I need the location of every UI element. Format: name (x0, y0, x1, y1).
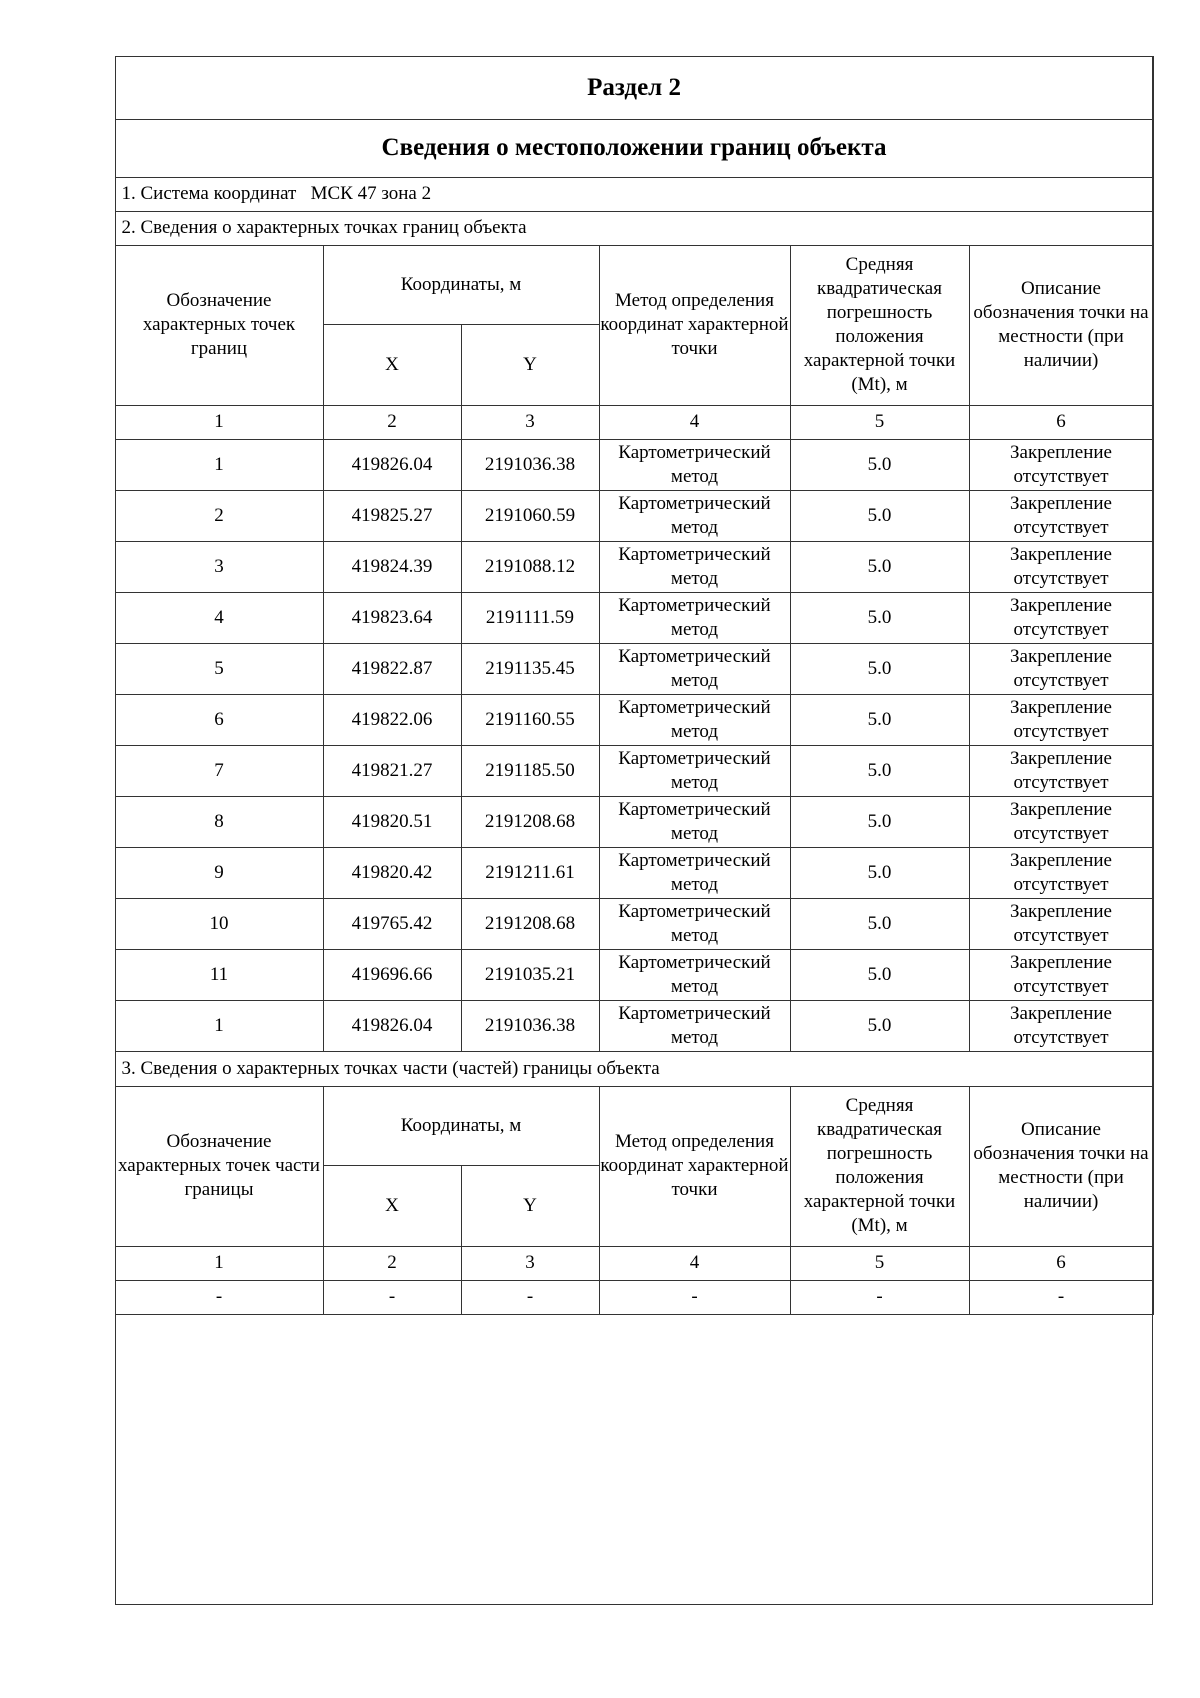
table-row (115, 796, 1153, 847)
parts-column-number-6: 6 (969, 1246, 1153, 1280)
point-description: Закрепление отсутствует (969, 847, 1153, 898)
point-x: 419822.06 (323, 694, 461, 745)
column-number-1: 1 (115, 405, 323, 439)
point-id: 1 (115, 439, 323, 490)
point-method: Картометрический метод (599, 541, 790, 592)
point-id: 3 (115, 541, 323, 592)
point-id: 10 (115, 898, 323, 949)
point-id: 2 (115, 490, 323, 541)
point-x: 419826.04 (323, 439, 461, 490)
point-x: 419765.42 (323, 898, 461, 949)
point-x: 419823.64 (323, 592, 461, 643)
point-id: 5 (115, 643, 323, 694)
points-section-label: 2. Сведения о характерных точках границ объекта (115, 211, 1153, 245)
point-y: 2191036.38 (461, 1000, 599, 1051)
point-y: 2191111.59 (461, 592, 599, 643)
point-method: Картометрический метод (599, 847, 790, 898)
header-description: Описание обозначения точки на местности (при наличии) (969, 245, 1153, 405)
table-row (115, 541, 1153, 592)
point-id: 9 (115, 847, 323, 898)
point-error: 5.0 (790, 796, 969, 847)
point-error: 5.0 (790, 643, 969, 694)
column-numbers-row (115, 405, 1153, 439)
point-x: 419826.04 (323, 1000, 461, 1051)
empty-area (115, 1314, 1153, 1585)
parts-header-description: Описание обозначения точки на местности (при наличии) (969, 1086, 1153, 1246)
point-x: 419825.27 (323, 490, 461, 541)
parts-method: - (599, 1280, 790, 1314)
parts-error: - (790, 1280, 969, 1314)
parts-header-error: Средняя квадратическая погрешность положения характерной точки (Mt), м (790, 1086, 969, 1246)
point-y: 2191035.21 (461, 949, 599, 1000)
parts-x: - (323, 1280, 461, 1314)
point-error: 5.0 (790, 745, 969, 796)
point-description: Закрепление отсутствует (969, 745, 1153, 796)
point-description: Закрепление отсутствует (969, 490, 1153, 541)
table-row (115, 439, 1153, 490)
point-method: Картометрический метод (599, 643, 790, 694)
document-frame (115, 56, 1153, 1605)
point-error: 5.0 (790, 541, 969, 592)
point-y: 2191036.38 (461, 439, 599, 490)
header-coordinates: Координаты, м (323, 245, 599, 324)
point-description: Закрепление отсутствует (969, 898, 1153, 949)
point-y: 2191060.59 (461, 490, 599, 541)
point-method: Картометрический метод (599, 1000, 790, 1051)
point-error: 5.0 (790, 592, 969, 643)
point-x: 419820.51 (323, 796, 461, 847)
column-number-2: 2 (323, 405, 461, 439)
table-row (115, 592, 1153, 643)
point-id: 11 (115, 949, 323, 1000)
table-row (115, 694, 1153, 745)
table-row (115, 898, 1153, 949)
header-x: X (323, 324, 461, 405)
point-x: 419821.27 (323, 745, 461, 796)
point-error: 5.0 (790, 490, 969, 541)
header-method: Метод определения координат характерной точки (599, 245, 790, 405)
coord-system-value: МСК 47 зона 2 (310, 183, 432, 204)
parts-column-numbers-row (115, 1246, 1153, 1280)
header-designation: Обозначение характерных точек границ (115, 245, 323, 405)
table-row (115, 847, 1153, 898)
point-x: 419820.42 (323, 847, 461, 898)
column-number-3: 3 (461, 405, 599, 439)
table-row (115, 949, 1153, 1000)
section-subtitle: Сведения о местоположении границ объекта (115, 119, 1153, 177)
parts-column-number-5: 5 (790, 1246, 969, 1280)
parts-header-designation: Обозначение характерных точек части границы (115, 1086, 323, 1246)
point-error: 5.0 (790, 439, 969, 490)
parts-description: - (969, 1280, 1153, 1314)
point-description: Закрепление отсутствует (969, 1000, 1153, 1051)
parts-header-method: Метод определения координат характерной точки (599, 1086, 790, 1246)
point-description: Закрепление отсутствует (969, 439, 1153, 490)
column-number-5: 5 (790, 405, 969, 439)
point-id: 4 (115, 592, 323, 643)
point-method: Картометрический метод (599, 949, 790, 1000)
point-y: 2191208.68 (461, 898, 599, 949)
parts-header-y: Y (461, 1165, 599, 1246)
point-method: Картометрический метод (599, 796, 790, 847)
parts-column-number-3: 3 (461, 1246, 599, 1280)
point-method: Картометрический метод (599, 898, 790, 949)
point-method: Картометрический метод (599, 592, 790, 643)
coord-system-row (115, 177, 1153, 211)
point-x: 419822.87 (323, 643, 461, 694)
parts-column-number-4: 4 (599, 1246, 790, 1280)
point-y: 2191135.45 (461, 643, 599, 694)
header-error: Средняя квадратическая погрешность положения характерной точки (Mt), м (790, 245, 969, 405)
point-method: Картометрический метод (599, 745, 790, 796)
parts-table-row (115, 1280, 1153, 1314)
coord-system-label: 1. Система координат (121, 183, 297, 204)
point-description: Закрепление отсутствует (969, 541, 1153, 592)
point-y: 2191211.61 (461, 847, 599, 898)
point-id: 8 (115, 796, 323, 847)
point-description: Закрепление отсутствует (969, 694, 1153, 745)
point-id: 1 (115, 1000, 323, 1051)
point-error: 5.0 (790, 898, 969, 949)
table-row (115, 490, 1153, 541)
table-row (115, 1000, 1153, 1051)
column-number-6: 6 (969, 405, 1153, 439)
point-error: 5.0 (790, 847, 969, 898)
point-error: 5.0 (790, 949, 969, 1000)
point-method: Картометрический метод (599, 490, 790, 541)
point-error: 5.0 (790, 694, 969, 745)
point-x: 419824.39 (323, 541, 461, 592)
column-number-4: 4 (599, 405, 790, 439)
point-y: 2191088.12 (461, 541, 599, 592)
point-y: 2191160.55 (461, 694, 599, 745)
parts-column-number-2: 2 (323, 1246, 461, 1280)
point-method: Картометрический метод (599, 694, 790, 745)
header-y: Y (461, 324, 599, 405)
parts-header-coordinates: Координаты, м (323, 1086, 599, 1165)
point-description: Закрепление отсутствует (969, 592, 1153, 643)
point-x: 419696.66 (323, 949, 461, 1000)
boundary-table (115, 56, 1154, 1585)
point-id: 6 (115, 694, 323, 745)
point-y: 2191185.50 (461, 745, 599, 796)
point-id: 7 (115, 745, 323, 796)
point-description: Закрепление отсутствует (969, 796, 1153, 847)
parts-column-number-1: 1 (115, 1246, 323, 1280)
section-title: Раздел 2 (115, 56, 1153, 119)
point-description: Закрепление отсутствует (969, 643, 1153, 694)
parts-section-label: 3. Сведения о характерных точках части (частей) границы объекта (115, 1051, 1153, 1086)
parts-y: - (461, 1280, 599, 1314)
parts-header-x: X (323, 1165, 461, 1246)
table-row (115, 643, 1153, 694)
table-row (115, 745, 1153, 796)
point-method: Картометрический метод (599, 439, 790, 490)
point-error: 5.0 (790, 1000, 969, 1051)
parts-id: - (115, 1280, 323, 1314)
point-y: 2191208.68 (461, 796, 599, 847)
point-description: Закрепление отсутствует (969, 949, 1153, 1000)
